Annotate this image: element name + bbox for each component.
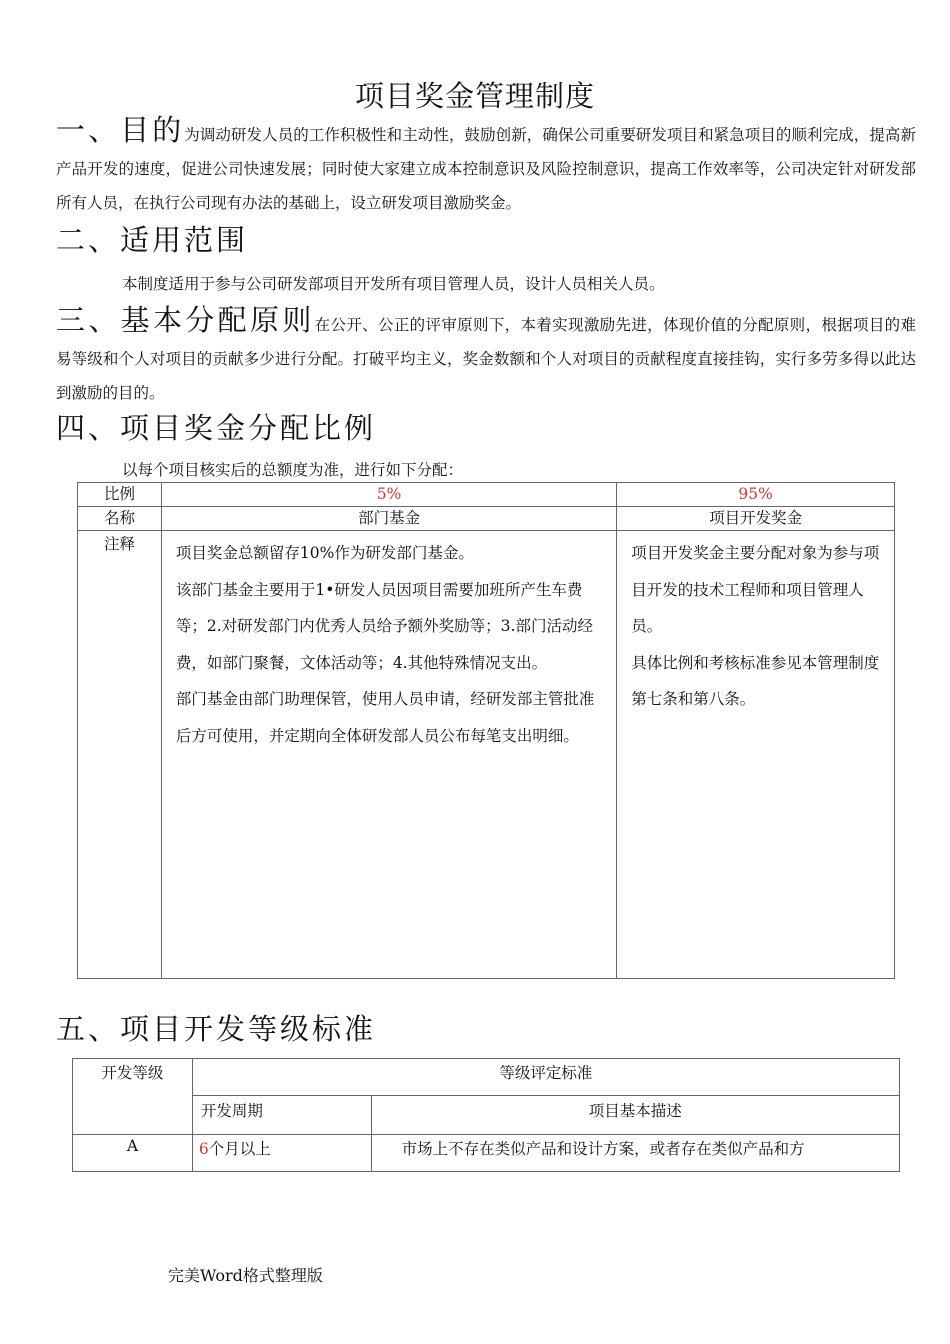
col-header-criteria: 等级评定标准 [192,1059,899,1096]
section-allocation-intro: 以每个项目核实后的总额度为准，进行如下分配： [122,461,464,479]
note-project-bonus [617,531,895,979]
name-project-bonus: 项目开发奖金 [617,507,895,531]
section-allocation-heading: 四、项目奖金分配比例 [56,411,377,445]
col-header-level: 开发等级 [73,1059,193,1135]
section-levels-heading: 五、项目开发等级标准 [56,1012,377,1046]
page-title: 项目奖金管理制度 [354,79,595,113]
allocation-table [77,482,895,979]
period-cell [192,1135,371,1172]
name-dept-fund: 部门基金 [161,507,616,531]
note-proj-p1: 项目开发奖金主要分配对象为参与项目开发的技术工程师和项目管理人员。 [631,544,880,635]
note-dept-p2: 该部门基金主要用于1•研发人员因项目需要加班所产生车费等；2.对研发部门内优秀人员给予额外奖励等；3.部门活动经费，如部门聚餐，文体活动等；4.其他特殊情况支出。 [175,580,593,672]
table-row [78,507,895,531]
row-label-note: 注释 [78,531,162,979]
note-dept-fund [161,531,616,979]
period-number: 6 [198,1140,209,1158]
table-row [73,1135,900,1172]
footer-note: 完美Word格式整理版 [168,1266,323,1285]
section-scope-heading: 二、适用范围 [56,223,249,257]
col-header-period: 开发周期 [192,1096,371,1135]
section-principle-heading: 三、基本分配原则 [56,303,315,337]
ratio-dept-fund: 5% [161,483,616,507]
note-dept-p1: 项目奖金总额留存10%作为研发部门基金。 [175,544,474,562]
table-row [78,531,895,979]
section-scope-text: 本制度适用于参与公司研发部项目开发所有项目管理人员，设计人员相关人员。 [122,275,665,293]
level-table [72,1058,900,1172]
section-purpose-heading: 一、目的 [56,113,185,147]
col-header-desc: 项目基本描述 [371,1096,899,1135]
ratio-project-bonus: 95% [617,483,895,507]
section-purpose-text: 为调动研发人员的工作积极性和主动性，鼓励创新，确保公司重要研发项目和紧急项目的顺利完成，提高新产品开发的速度，促进公司快速发展；同时使大家建立成本控制意识及风险控制意识，提高工作效率等，公司决定针对研发部所有人员，在执行公司现有办法的基础上，设立研发项目激励奖金。 [56,126,916,212]
period-text: 个月以上 [208,1140,271,1158]
note-dept-p3: 部门基金由部门助理保管，使用人员申请，经研发部主管批准后方可使用，并定期向全体研发部人员公布每笔支出明细。 [175,690,595,745]
row-label-ratio: 比例 [78,483,162,507]
level-cell: A [73,1135,193,1172]
row-label-name: 名称 [78,507,162,531]
table-row [78,483,895,507]
section-principle [56,303,916,410]
desc-cell: 市场上不存在类似产品和设计方案，或者存在类似产品和方 [371,1135,899,1172]
table-row [73,1059,900,1096]
note-proj-p2: 具体比例和考核标准参见本管理制度第七条和第八条。 [631,653,880,708]
section-principle-text: 在公开、公正的评审原则下，本着实现激励先进，体现价值的分配原则，根据项目的难易等级和个人对项目的贡献多少进行分配。打破平均主义，奖金数额和个人对项目的贡献程度直接挂钩，实行多劳多得以此达到激励的目的。 [56,316,916,402]
section-purpose [56,113,916,220]
table-row [73,1096,900,1135]
